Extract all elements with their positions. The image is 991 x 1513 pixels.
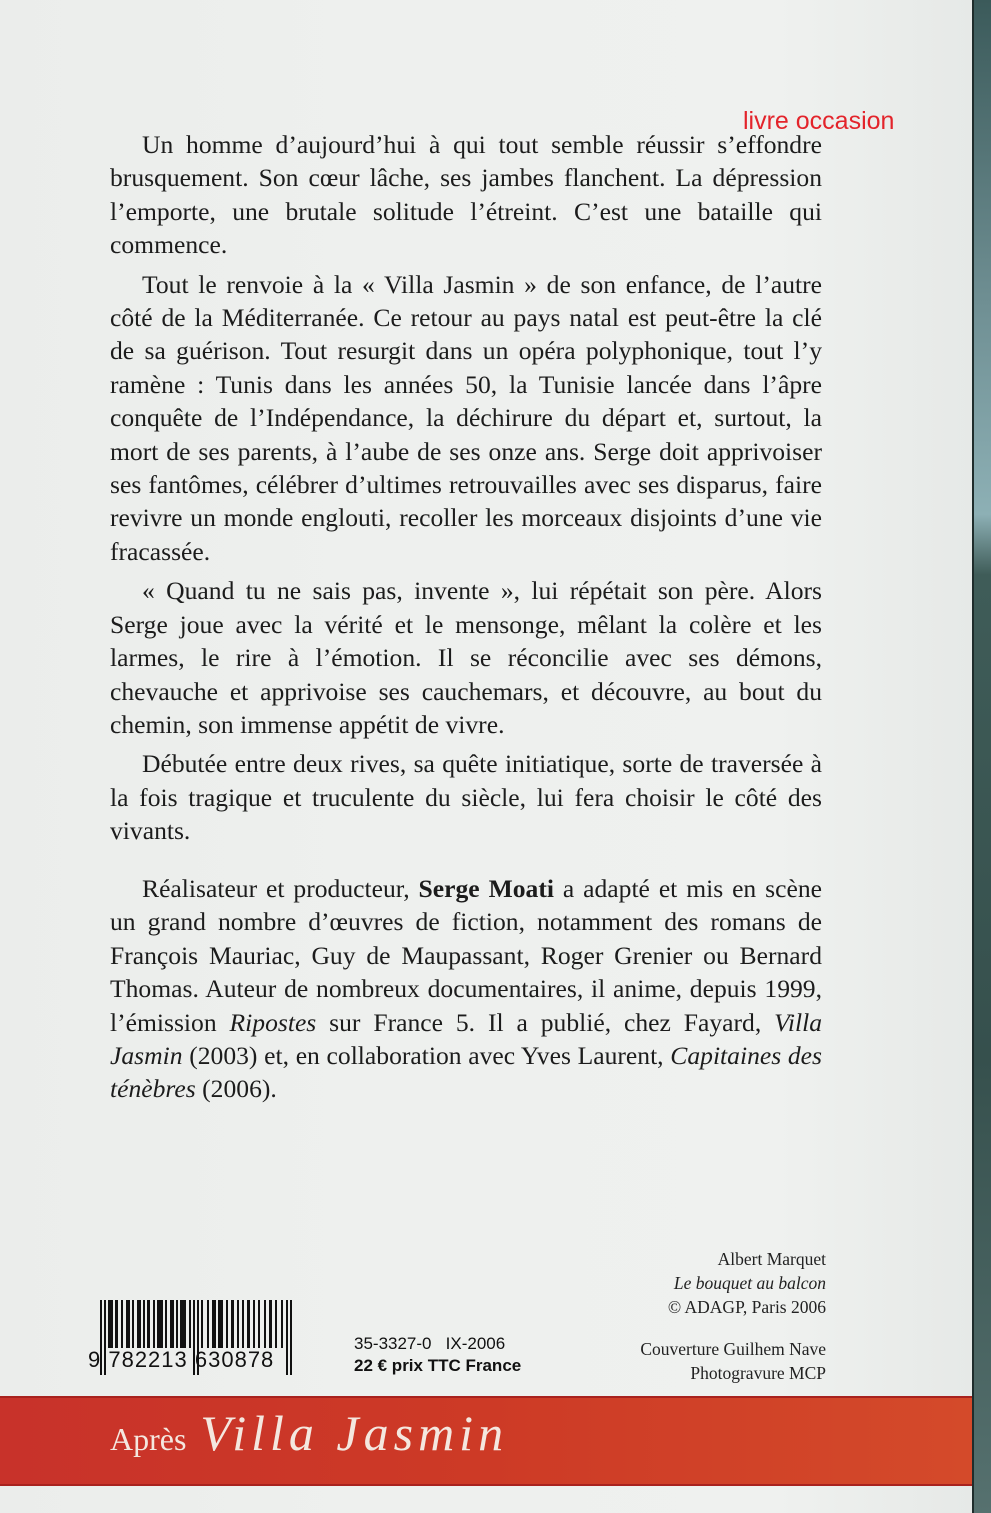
cover-designer: Couverture Guilhem Nave (640, 1339, 826, 1359)
blurb-paragraph: Tout le renvoie à la « Villa Jasmin » de son enfance, de l’autre côté de la Méditerranée. Ce retour au pays natal est peut-être la clé de sa guérison. Tout resurgit dans un opéra polyphonique, tout l’y ramène : Tunis dans les années 50, la Tunisie lancée dans l’âpre conquête de l’Indépendance, la déchirure du départ et, surtout, la mort de ses parents, à l’aube de ses onze ans. Serge doit apprivoiser ses fantômes, célébrer d’ultimes retrouvailles avec ses disparus, faire revivre un monde englouti, recoller les morceaux disjoints d’une vie fracassée. (110, 269, 822, 566)
blurb-paragraph: Un homme d’aujourd’hui à qui tout semble réussir s’effondre brusquement. Son cœur lâche, ses jambes flanchent. La dépression l’emporte, une brutale solitude l’étreint. C’est une bataille qui commence. (110, 130, 822, 260)
price-label: 22 € prix TTC France (354, 1356, 522, 1375)
author-name: Serge Moati (418, 874, 554, 903)
cover-credits (640, 1247, 826, 1385)
book-title: Villa Jasmin (110, 1007, 822, 1071)
author-bio-paragraph (110, 872, 822, 1106)
painting-title: Le bouquet au balcon (673, 1273, 826, 1293)
bio-text: a adapté et mis en scène un grand nombre d’œuvres de fiction, notamment des romans de François Mauriac, Guy de Maupassant, Roger Grenier ou Bernard Thomas. Auteur de nombreux documentaires, il anime, depuis 1999, l’émission (110, 874, 822, 1037)
blurb-paragraph: Débutée entre deux rives, sa quête initiatique, sorte de traversée à la fois tragique et truculente du siècle, lui fera choisir le côté des vivants. (110, 749, 822, 846)
artist-name: Albert Marquet (717, 1249, 826, 1269)
barcode-number: 9 782213 630878 (88, 1347, 275, 1372)
copyright-line: © ADAGP, Paris 2006 (667, 1297, 826, 1317)
show-title: Ripostes (229, 1007, 317, 1037)
title-main: Villa Jasmin (200, 1405, 509, 1461)
watermark-label: livre occasion (743, 107, 895, 135)
catalog-code: 35-3327-0 IX-2006 (354, 1334, 506, 1353)
price-info (354, 1333, 521, 1377)
book-title-banner (110, 1404, 508, 1462)
author-bio (110, 872, 822, 1106)
photogravure-credit: Photogravure MCP (690, 1363, 826, 1383)
title-prefix: Après (110, 1421, 187, 1457)
blurb-text (110, 128, 822, 854)
blurb-paragraph: « Quand tu ne sais pas, invente », lui répétait son père. Alors Serge joue avec la vérité et le mensonge, mêlant la colère et les larmes, le rire à l’émotion. Il se réconcilie avec ses démons, chevauche et apprivoise ses cauchemars, et découvre, au bout du chemin, son immense appétit de vivre. (110, 576, 822, 739)
book-spine-edge (972, 0, 991, 1513)
bio-text: sur France 5. Il a publié, chez Fayard, (316, 1007, 775, 1037)
bio-text: Réalisateur et producteur, (142, 874, 419, 903)
bio-text: (2003) et, en collaboration avec Yves Laurent, (182, 1041, 671, 1071)
book-title: Capitaines des ténèbres (110, 1041, 822, 1104)
bio-text: (2006). (195, 1074, 277, 1104)
